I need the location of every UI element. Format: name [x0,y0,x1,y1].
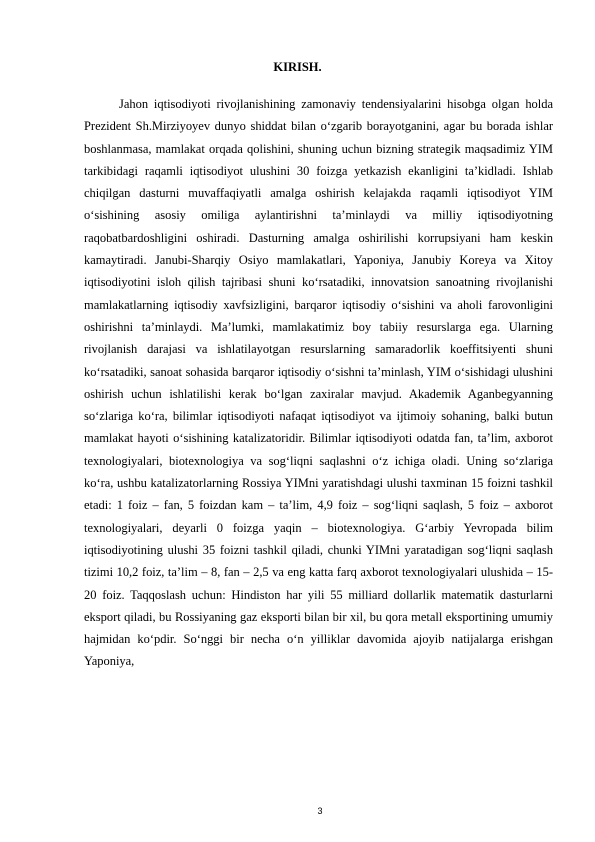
page-number: 3 [317,806,323,816]
section-title: KIRISH. [273,60,322,74]
body-paragraph: Jahon iqtisodiyoti rivojlanishining zamonaviy tendensiyalarini hisobga olgan holda Prezident Sh.Mirziyoyev dunyo shiddat bilan o‘zgarib borayotganini, agar bu borada ishlar boshlanmasa, mamlakat orqada qolishini, shuning uchun bizning strategik maqsadimiz YIM tarkibidagi raqamli iqtisodiyot ulushini 30 foizga yetkazish ekanligini ta’kidladi. Ishlab chiqilgan dasturni muvaffaqiyatli amalga oshirish kelajakda raqamli iqtisodiyot YIM o‘sishining asosiy omiliga aylantirishni ta’minlaydi va milliy iqtisodiyotning raqobatbardoshligini oshiradi. Dasturning amalga oshirilishi korrupsiyani ham keskin kamaytiradi. Janubi-Sharqiy Osiyo mamlakatlari, Yaponiya, Janubiy Koreya va Xitoy iqtisodiyotini isloh qilish tajribasi shuni ko‘rsatadiki, innovatsion sanoatning rivojlanishi mamlakatlarning iqtisodiy xavfsizligini, barqaror iqtisodiy o‘sishini va aholi farovonligini oshirishni ta’minlaydi. Ma’lumki, mamlakatimiz boy tabiiy resurslarga ega. Ularning rivojlanish darajasi va ishlatilayotgan resurslarning samaradorlik koeffitsiyenti shuni ko‘rsatadiki, sanoat sohasida barqaror iqtisodiy o‘sishni ta’minlash, YIM o‘sishidagi ulushini oshirish uchun ishlatilishi kerak bo‘lgan zaxiralar mavjud. Akademik Aganbegyanning so‘zlariga ko‘ra, bilimlar iqtisodiyoti nafaqat iqtisodiyot va ijtimoiy sohaning, balki butun mamlakat hayoti o‘sishining katalizatoridir. Bilimlar iqtisodiyoti odatda fan, ta’lim, axborot texnologiyalari, biotexnologiya va sog‘liqni saqlashni o‘z ichiga oladi. Uning so‘zlariga ko‘ra, ushbu katalizatorlarning Rossiya YIMni yaratishdagi ulushi taxminan 15 foizni tashkil etadi: 1 foiz – fan, 5 foizdan kam – ta’lim, 4,9 foiz – sog‘liqni saqlash, 5 foiz – axborot texnologiyalari, deyarli 0 foizga yaqin – biotexnologiya. G‘arbiy Yevropada bilim iqtisodiyotining ulushi 35 foizni tashkil qiladi, chunki YIMni yaratadigan sog‘liqni saqlash tizimi 10,2 foiz, ta’lim – 8, fan – 2,5 va eng katta farq axborot texnologiyalari ulushida – 15-20 foiz. Taqqoslash uchun: Hindiston har yili 55 milliard dollarlik matematik dasturlarni eksport qiladi, bu Rossiyaning gaz eksporti bilan bir xil, bu qora metall eksportining umumiy hajmidan ko‘pdir. So‘nggi bir necha o‘n yilliklar davomida ajoyib natijalarga erishgan Yaponiya, [84,97,553,669]
